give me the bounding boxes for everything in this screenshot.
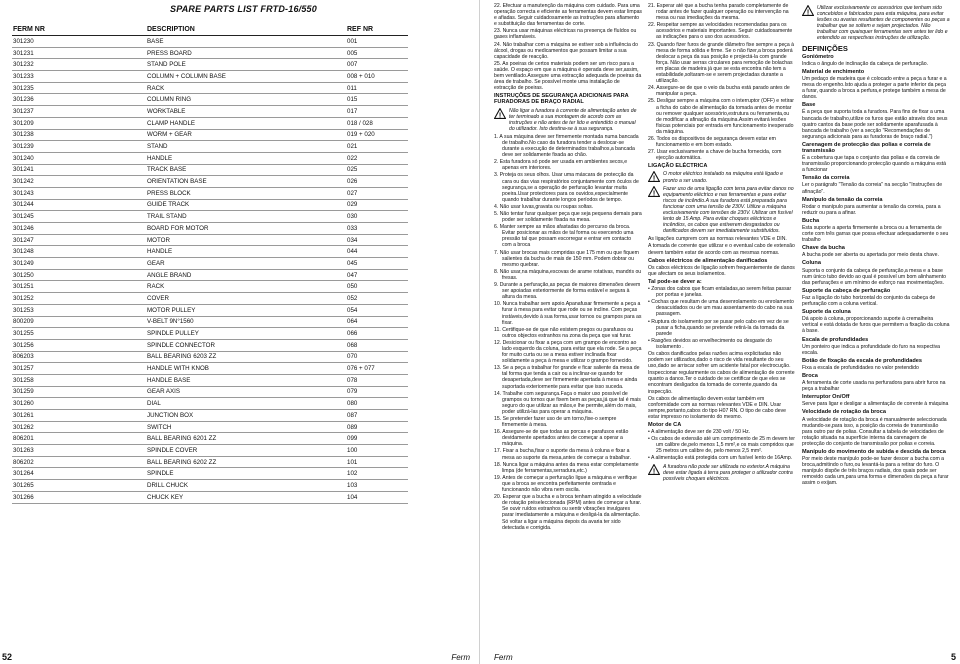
cell-description: WORM + GEAR <box>146 129 346 141</box>
cell-description: JUNCTION BOX <box>146 410 346 422</box>
warning-icon <box>648 186 660 197</box>
list-item: 15. Se pretender fazer uso de um torno,fixe-o sempre firmemente à mesa. <box>494 416 617 429</box>
cell-ref-nr: 052 <box>346 293 408 305</box>
cell-ref-nr: 099 <box>346 433 408 445</box>
paragraph: 23. Nunca usar máquinas eléctricas na presença de fluídos ou gases inflamáveis. <box>494 28 637 41</box>
cell-description: V-BELT 9N°1560 <box>146 316 346 328</box>
warning-text: A furadora não pode ser utilizada no exterior.A máquina deve estar ligada à terra para proteger o utilizador contra possíveis choques eléctricos. <box>663 463 793 482</box>
cell-ref-nr: 103 <box>346 480 408 492</box>
section-heading: LIGAÇÃO ELÉCTRICA <box>648 163 708 170</box>
cell-ref-nr: 044 <box>346 246 408 258</box>
cell-ref-nr: 045 <box>346 258 408 270</box>
cell-ref-nr: 047 <box>346 269 408 281</box>
cell-description: STAND <box>146 141 346 153</box>
cell-ferm-nr: 301237 <box>12 106 146 118</box>
cell-ferm-nr: 301258 <box>12 374 146 386</box>
cell-ferm-nr: 301262 <box>12 421 146 433</box>
cell-ref-nr: 080 <box>346 398 408 410</box>
cell-description: SPINDLE COVER <box>146 445 346 457</box>
warning-text: Utilizar exclusivamente os acessórios que tenham sido concebidos e fabricados para esta máquina, para evitar lesões ou avarias resultantes de componentes ou peças a trabalhar que se soltem e sejam projectados. Não trabalhar com quaisquer ferramentas sem antes ter lido e entendido as respectivas instruções de utilização. <box>817 5 950 42</box>
section-heading: Broca <box>802 372 818 379</box>
list-item: 3. Proteja os seus olhos. Usar uma máscara de protecção da cara ou das vias respiratórios conjuntamente com óculos de segurança,se a operação de perfuração levantar muita poeira.Usar protectores para os ouvidos,especialmente quando trabalhar durante longos períodos de tempo. <box>494 172 639 203</box>
cell-description: MOTOR <box>146 234 346 246</box>
table-row <box>12 234 408 246</box>
cell-ferm-nr: 800209 <box>12 316 146 328</box>
cell-description: HANDLE <box>146 152 346 164</box>
list-item: • Ruptura do isolamento por se puxar pelo cabo em vez de se puxar a ficha,quando se pretende retirá-la da tomada da parede <box>648 318 789 337</box>
cell-ref-nr: 015 <box>346 94 408 106</box>
cell-ferm-nr: 301255 <box>12 328 146 340</box>
cell-ferm-nr: 301239 <box>12 141 146 153</box>
text-column-1 <box>494 3 642 532</box>
svg-text:!: ! <box>652 467 656 475</box>
table-row <box>12 82 408 94</box>
paragraph: A velocidade de rotação da broca é manualmente seleccionada mudando-se,para isso, a posição da correia de transmissão para outro par de polias. Consultar a tabela de velocidades de rotação situada na superfície interna da carenagem de protecção do conjunto de transmissão por polias e correia. <box>802 416 947 447</box>
cell-ref-nr: 076 + 077 <box>346 363 408 375</box>
cell-description: SPINDLE <box>146 468 346 480</box>
table-row <box>12 117 408 129</box>
table-row <box>12 141 408 153</box>
paragraph: Por meio deste manípulo pode-se fazer descer a bucha com a broca,admitindo o furo,ou levantá-la para a retirar do furo. O manípulo dispõe de três braços radiais, dos quais pode ser removido cada um,para uma forma e dimensões da peça a furar assim o exijam. <box>802 456 949 487</box>
table-header-row <box>12 24 408 36</box>
cell-ref-nr: 008 + 010 <box>346 71 408 83</box>
cell-description: HANDLE BASE <box>146 374 346 386</box>
cell-ref-nr: 089 <box>346 421 408 433</box>
cell-ref-nr: 030 <box>346 211 408 223</box>
cell-ref-nr: 050 <box>346 281 408 293</box>
table-row <box>12 468 408 480</box>
warning-icon <box>494 108 506 119</box>
list-item: • A alimentação deve ser de 230 volt / 50 Hz. <box>648 429 751 436</box>
paragraph: A bucha pode ser aberta ou apertada por meio desta chave. <box>802 252 939 259</box>
cell-ref-nr: 025 <box>346 164 408 176</box>
table-row <box>12 246 408 258</box>
cell-description: HANDLE WITH KNOB <box>146 363 346 375</box>
list-item: 7. Não usar brocas mais compridas que 175 mm ou que fiquem salientes da bucha de mais de 150 mm. Podem dobrar ou mesmo quebrar. <box>494 249 639 268</box>
cell-ref-nr: 100 <box>346 445 408 457</box>
list-item: 4. Não usar luvas,gravata ou roupas soltas. <box>494 203 594 210</box>
cell-ferm-nr: 301256 <box>12 339 146 351</box>
paragraph: Esta suporte a aperta firmemente a broca ou a ferramenta de corte com três garras que possa efectuar adequadamente o seu trabalho <box>802 225 949 244</box>
cell-description: BALL BEARING 6202 ZZ <box>146 456 346 468</box>
list-item: 25. Desligar sempre a máquina com o interruptor (OFF) e retirar a ficha do cabo de alimentação da tomada antes de montar ou remover qualquer acessório,estrutura ou ferramenta,ou de modificar a afinação da máquina.Assim evitará lesões físicas potenciais por entrada em funcionamento inesperado da máquina. <box>648 98 794 135</box>
cell-ferm-nr: 301243 <box>12 187 146 199</box>
table-row <box>12 421 408 433</box>
cell-ferm-nr: 301248 <box>12 246 146 258</box>
list-item: 14. Trabalhe com segurança.Faça o maior uso possível de grampos ou tornos que fixem bem as peças,já que tal é mais seguro do que utilizar as mãos,e lhe permite,além do mais, poder utilizá-las para operar a máquina. <box>494 390 641 415</box>
right-footer <box>482 647 960 662</box>
section-heading: Suporte da cabeça de perfuração <box>802 287 891 294</box>
section-heading: Goniómetro <box>802 53 834 60</box>
cell-ref-nr: 104 <box>346 491 408 503</box>
table-row <box>12 258 408 270</box>
left-footer <box>0 647 478 662</box>
section-heading: Tal pode-se dever a: <box>648 278 702 285</box>
cell-ferm-nr: 806201 <box>12 433 146 445</box>
header-description: DESCRIPTION <box>146 24 346 36</box>
cell-ref-nr: 034 <box>346 234 408 246</box>
cell-description: STAND POLE <box>146 59 346 71</box>
cell-ref-nr: 054 <box>346 304 408 316</box>
list-item: 17. Fixar a bucha,fixar o suporte da mesa à coluna e fixar a mesa ao suporte da mesa,antes de começar a trabalhar. <box>494 448 631 461</box>
cell-ref-nr: 001 <box>346 36 408 48</box>
warning-icon <box>648 464 660 475</box>
cell-ref-nr: 021 <box>346 141 408 153</box>
header-ferm-nr: FERM NR <box>12 24 146 36</box>
paragraph: A tomada de corrente que utilizar e o eventual cabo de extensão devem também estar de acordo com as mesmas normas. <box>648 243 795 256</box>
section-heading: Manípulo da tensão da correia <box>802 196 883 203</box>
cell-ref-nr: 007 <box>346 59 408 71</box>
paragraph: Fixa a escala de profundidades no valor pretendido <box>802 364 919 371</box>
paragraph: 24. Não trabalhar com a máquina se estiver sob a influência do álcool, drogas ou medicamentos que possam limitar a sua capacidade de reacção. <box>494 41 639 60</box>
table-row <box>12 36 408 48</box>
cell-ref-nr: 068 <box>346 339 408 351</box>
brand-name: Ferm <box>494 653 513 662</box>
section-heading: Carenagem de protecção das polias e correia de transmissão <box>802 141 931 154</box>
cell-description: COVER <box>146 293 346 305</box>
table-row <box>12 316 408 328</box>
list-item: 19. Antes de começar a perfuração ligue a máquina e verifique que a broca se encontra perfeitamente centrada e funcionando não vibra nem oscila. <box>494 474 637 494</box>
cell-description: GEAR <box>146 258 346 270</box>
text-column-3 <box>802 3 950 488</box>
table-row <box>12 129 408 141</box>
section-heading: Chave da bucha <box>802 245 845 252</box>
spare-parts-table <box>12 24 408 504</box>
paragraph: Serve para ligar e desligar a alimentação de corrente à máquina <box>802 401 949 408</box>
warning-text: O motor eléctrico instalado na máquina está ligado e pronto a ser usado. <box>663 171 784 184</box>
cell-description: COLUMN + COLUMN BASE <box>146 71 346 83</box>
cell-description: BALL BEARING 6203 ZZ <box>146 351 346 363</box>
cell-description: SPINDLE PULLEY <box>146 328 346 340</box>
list-item: 12. Desicionar ou fixar a peça com um grampo de encontro ao lado esquerdo da coluna, para evitar que ela rode. Se a peça for muito curta ou se a mesa estiver inclinada fixar solidamente a peça à mesa e utilizar o grampo fornecido. <box>494 339 642 365</box>
table-row <box>12 351 408 363</box>
paragraph: 22. Efectuar a manutenção da máquina com cuidado. Para uma operação correcta e eficiente as ferramentas devem estar limpas e afiadas. Seguir cuidadosamente as instruções para afiamento e substituição das ferramentas de corte. <box>494 3 643 28</box>
list-item: 2. Esta furadora só pode ser usada em ambientes secos,e apenas em interiores. <box>494 159 628 172</box>
cell-ref-nr: 087 <box>346 410 408 422</box>
cell-description: TRAIL STAND <box>146 211 346 223</box>
cell-ref-nr: 017 <box>346 106 408 118</box>
cell-description: BASE <box>146 36 346 48</box>
cell-ferm-nr: 301249 <box>12 258 146 270</box>
list-item: 8. Não usar,na máquina,escovas de arame rotativas, mandris ou fresas. <box>494 268 642 281</box>
list-item: 1. A sua máquina deve ser firmemente montada numa bancada de trabalho.No caso da furadora tender a deslocar-se durante a execução de determinados trabalhos,a bancada deve ser solidamente fixada ao chão. <box>494 133 639 159</box>
warning-note <box>648 171 796 183</box>
cell-description: CLAMP HANDLE <box>146 117 346 129</box>
cell-ref-nr: 078 <box>346 374 408 386</box>
cell-description: DRILL CHUCK <box>146 480 346 492</box>
cell-ref-nr: 027 <box>346 187 408 199</box>
warning-note <box>648 464 796 482</box>
cell-description: PRESS BOARD <box>146 47 346 59</box>
cell-description: BALL BEARING 6201 ZZ <box>146 433 346 445</box>
cell-ferm-nr: 301250 <box>12 269 146 281</box>
cell-ferm-nr: 301251 <box>12 281 146 293</box>
cell-ferm-nr: 301233 <box>12 71 146 83</box>
cell-description: GEAR AXIS <box>146 386 346 398</box>
table-row <box>12 491 408 503</box>
cell-ref-nr: 005 <box>346 47 408 59</box>
table-row <box>12 410 408 422</box>
cell-description: CHUCK KEY <box>146 491 346 503</box>
header-ref-nr: REF NR <box>346 24 408 36</box>
cell-ferm-nr: 301235 <box>12 82 146 94</box>
svg-text:!: ! <box>806 9 810 16</box>
section-heading: Bucha <box>802 217 820 224</box>
cell-ferm-nr: 301247 <box>12 234 146 246</box>
warning-text: Não ligar a furadora à corrente de alimentação antes de ter terminado a sua montagem de acordo com as instruções e não antes de ter lido e entendido o manual do utilizador. Isto destina-se à sua segurança. <box>509 107 637 132</box>
section-heading: DEFINIÇÕES <box>802 43 848 53</box>
cell-ferm-nr: 301266 <box>12 491 146 503</box>
cell-ref-nr: 102 <box>346 468 408 480</box>
cell-ferm-nr: 806203 <box>12 351 146 363</box>
table-row <box>12 386 408 398</box>
cell-ferm-nr: 301245 <box>12 211 146 223</box>
cell-ferm-nr: 301253 <box>12 304 146 316</box>
cell-ferm-nr: 301240 <box>12 152 146 164</box>
list-item: 20. Esperar que a bucha e a broca tenham atingido a velocidade de rotação préseleccionada (RPM) antes de começar a furar. Se ouvir ruídos estranhos ou sentir vibrações invulgares parar imediatamente a máquina e desligá-la da alimentação. Só voltar a ligar a máquina depois da avaria ter sido detectada e corrigida. <box>494 494 642 531</box>
section-heading: Botão de fixação da escala de profundidades <box>802 357 922 364</box>
cell-description: HANDLE <box>146 246 346 258</box>
paragraph: Suporta o conjunto da cabeça de perfuração,a mesa e a base num único tubo devido ao qual é possível um bom alinhamento das perfurações e um mínimo de esforço nas movimentações. <box>802 267 947 286</box>
table-row <box>12 211 408 223</box>
right-page <box>482 0 960 664</box>
section-heading: Material de enchimento <box>802 68 865 75</box>
table-row <box>12 106 408 118</box>
cell-ref-nr: 029 <box>346 199 408 211</box>
cell-description: PRESS BLOCK <box>146 187 346 199</box>
paragraph: Rodar o manípulo para aumentar a tensão da correia, para a reduzir ou para a afinar. <box>802 203 941 216</box>
paragraph: As ligações cumprem com as normas relevantes VDE e DIN. <box>648 236 787 243</box>
list-item: 26. Todos os dispositivos de segurança devem estar em funcionamento e em bom estado. <box>648 135 776 149</box>
paragraph: Os cabos de alimentação devem estar também em conformidade com as normas relevantes VDE e DIN. Usar sempre,portanto,cabos do tipo H07 RN. O tipo de cabo deve estar impresso no isolamento do mesmo. <box>648 395 787 420</box>
list-item: 11. Certifique-se de que não existem pregos ou parafusos ou outros objectos estranhos na zona da peça que vai furar. <box>494 326 634 339</box>
section-heading: Base <box>802 102 816 109</box>
text-column-2 <box>648 3 796 484</box>
cell-ref-nr: 079 <box>346 386 408 398</box>
cell-ferm-nr: 301238 <box>12 129 146 141</box>
list-item: 6. Manter sempre as mãos afastadas do percurso da broca. Evitar posicionar as mãos de tal forma ou exercendo uma pressão tal que possam escorregar e entrar em contacto com a broca <box>494 224 634 249</box>
cell-ferm-nr: 301242 <box>12 176 146 188</box>
list-item: 13. Se a peça a trabalhar for grande e ficar saliente da mesa de tal forma que tenda a cair ou a inclinar-se quando for desapertada,deve ser firmemente apertada à mesa e ainda suportada exteriormente para evitar que isso suceda. <box>494 365 640 390</box>
paragraph: É a peça que suporta toda a furadora. Para fins de fixar a uma bancada de trabalho,utilize os furos que estão através dos seus quatro cantos da base pode ser solidamente aparafusada à bancada de trabalho (ver a secção "Recomendações de segurança adicionais para as furadoras de braço radial.") <box>802 109 948 140</box>
cell-ref-nr: 064 <box>346 316 408 328</box>
cell-ref-nr: 066 <box>346 328 408 340</box>
list-item: 9. Durante a perfuração,as peças de maiores dimensões devem ser apoiadas exteriormente de forma estável e segura à altura da mesa. <box>494 282 641 301</box>
paragraph: Indica o ângulo de inclinação da cabeça de perfuração. <box>802 60 929 67</box>
cell-ref-nr: 018 / 028 <box>346 117 408 129</box>
list-item: 5. Não tentar furar qualquer peça que seja pequena demais para poder ser solidamente fixada na mesa. <box>494 211 642 224</box>
list-item: • A alimentação está protegida com um fusível lento de 16Amp. <box>648 455 793 462</box>
cell-description: BOARD FOR MOTOR <box>146 223 346 235</box>
table-row <box>12 398 408 410</box>
paragraph: Faz a ligação do tubo horizontal do conjunto da cabeça de perfuração com a coluna vertical. <box>802 294 936 308</box>
table-row <box>12 94 408 106</box>
list-item: 24. Assegure-se de que o veio da bucha está parado antes de manipular a peça. <box>648 85 790 98</box>
section-heading: Tensão da correia <box>802 175 850 182</box>
table-row <box>12 187 408 199</box>
cell-description: SPINDLE CONNECTOR <box>146 339 346 351</box>
cell-ref-nr: 033 <box>346 223 408 235</box>
list-item: 21. Esperar até que a bucha tenha parado completamente de rodar antes de fazer qualquer operação ou intervenção na mesa ou nas imediações da mesma. <box>648 3 789 22</box>
cell-ferm-nr: 301257 <box>12 363 146 375</box>
warning-icon <box>802 5 814 16</box>
paragraph: Um pedaço de madeira que é colocado entre a peça a furar e a mesa do engenho.Isto ajuda a proteger a parte inferior da peça a furar, quando a broca a perfura,e protege também a mesa de danos. <box>802 75 947 101</box>
paragraph: Inspeccionar regularmente os cabos de alimentação de corrente quanto a danos.Ter o cuidado de se certificar de que eles se encontram desligados da tomada de corrente,quando da inspecção. <box>648 370 795 395</box>
paragraph: Os cabos danificados pelas razões acima explicitadas não podem ser utilizados,dado o risco de vida resultante do seu uso,dado se arriscar sofrer um acidente fatal por electrocução. <box>648 350 791 370</box>
section-heading: Interruptor On/Off <box>802 394 850 401</box>
cell-description: DIAL <box>146 398 346 410</box>
list-item: • Cochas que resultam de uma desenrolamento ou enrolamento desacuidados ou de um mau assentamento do cabo na sua passagem. <box>648 299 794 318</box>
warning-note <box>494 108 642 132</box>
cell-ferm-nr: 301246 <box>12 223 146 235</box>
cell-ferm-nr: 301230 <box>12 36 146 48</box>
cell-ferm-nr: 301265 <box>12 480 146 492</box>
paragraph: 25. As poeiras de certos materiais podem ser um risco para a saúde. O espaço em que a máquina é operada deve ser,assim, bem ventilado.Assegure uma extracção adequada de poeiras da área de trabalho. Se possível monte uma instalação de extracção de poeiras. <box>494 60 642 92</box>
cell-ref-nr: 019 + 020 <box>346 129 408 141</box>
paragraph: Dá apoio à coluna, proporcionando suporte à cremalheira vertical e está dotada de furos que permitem a fixação da coluna à base. <box>802 316 950 335</box>
table-row <box>12 281 408 293</box>
warning-icon <box>648 171 660 182</box>
paragraph: É a cobertura que tapa o conjunto das polias e da correia de transmissão proporcionando protecção quando a máquina está a funcionar <box>802 155 947 174</box>
table-row <box>12 59 408 71</box>
list-item: 22. Respeitar sempre as velocidades recomendadas para os acessórios e materiais importantes. Seguir cuidadosamente as indicações para o uso dos acessórios. <box>648 22 793 41</box>
table-row <box>12 71 408 83</box>
cell-description: SWITCH <box>146 421 346 433</box>
table-row <box>12 339 408 351</box>
warning-note <box>802 5 950 42</box>
list-item: • Rasgões devidos ao envelhecimento ou desgaste do isolamento . <box>648 337 772 350</box>
list-item: 23. Quando fizer furos de grande diâmetro fixe sempre a peça à mesa de forma sólida e firme. Se o não fizer,a broca poderá deslocar a peça da sua posição e projectá-la com grande força. Não usar serras circulares para remoção de bolachas em placas de madeira já que se esta encontra não tem a estabilidade,soltaram-se e serem projectadas durante a utilização. <box>648 41 795 85</box>
cell-ferm-nr: 301263 <box>12 445 146 457</box>
left-page <box>0 0 478 664</box>
table-row <box>12 47 408 59</box>
list-item: • Zonas dos cabos que ficam entaladas,ao serem feitas passar por portas e janelas. <box>648 286 792 299</box>
svg-text:!: ! <box>652 175 656 183</box>
table-row <box>12 199 408 211</box>
cell-description: COLUMN RING <box>146 94 346 106</box>
section-heading: Velocidade de rotação da broca <box>802 409 886 416</box>
svg-text:!: ! <box>498 111 502 119</box>
table-row <box>12 445 408 457</box>
paragraph: Ler o parágrafo "Tensão da correia" na secção "Instruções de afinação". <box>802 182 943 195</box>
table-row <box>12 269 408 281</box>
cell-ferm-nr: 301264 <box>12 468 146 480</box>
table-row <box>12 304 408 316</box>
table-row <box>12 152 408 164</box>
table-row <box>12 363 408 375</box>
spread-divider <box>479 0 480 664</box>
section-heading: Suporte da coluna <box>802 309 851 316</box>
list-item: 16. Assegure-se de que todas as porcas e parafusos estão devidamente apertados antes de começar a operar a máquina. <box>494 429 629 448</box>
cell-ferm-nr: 301236 <box>12 94 146 106</box>
cell-ferm-nr: 301241 <box>12 164 146 176</box>
table-row <box>12 223 408 235</box>
table-row <box>12 456 408 468</box>
section-heading: Escala de profundidades <box>802 336 869 343</box>
page-title: SPARE PARTS LIST FRTD-16/550 <box>170 4 317 14</box>
table-row <box>12 480 408 492</box>
cell-ref-nr: 026 <box>346 176 408 188</box>
table-row <box>12 176 408 188</box>
cell-description: RACK <box>146 281 346 293</box>
cell-ref-nr: 101 <box>346 456 408 468</box>
cell-ref-nr: 011 <box>346 82 408 94</box>
list-item: 27. Usar exclusivamente a chave de bucha fornecida, com ejecção automática. <box>648 149 782 162</box>
section-heading: Motor de CA <box>648 422 682 428</box>
page-number: 52 <box>2 652 13 662</box>
paragraph: Um ponteiro que indica a profundidade do furo na respectiva escala. <box>802 343 941 356</box>
section-heading: Manípulo do movimento de subida e descida da broca <box>802 449 946 455</box>
cell-description: TRACK BASE <box>146 164 346 176</box>
list-item: 10. Nunca trabalhar sem apoio.Apanafusar firmemente a peça a furar à mesa para evitar que rode ou se incline. Com peças instáveis,devido à sua forma,usar tornos ou grampos para as fixar. <box>494 301 642 326</box>
cell-ferm-nr: 301231 <box>12 47 146 59</box>
cell-ferm-nr: 301209 <box>12 117 146 129</box>
cell-ferm-nr: 301232 <box>12 59 146 71</box>
cell-description: RACK <box>146 82 346 94</box>
warning-note <box>648 186 796 235</box>
table-row <box>12 433 408 445</box>
cell-ferm-nr: 806202 <box>12 456 146 468</box>
cell-description: WORKTABLE <box>146 106 346 118</box>
paragraph: Os cabos eléctricos de ligação sofrem frequentemente de danos que afectam os seus isolamentos. <box>648 264 795 277</box>
cell-description: ORIENTATION BASE <box>146 176 346 188</box>
list-item: 18. Nunca ligar a máquina antes da mesa estar completamente limpa (de ferramentas,serradura,etc.) <box>494 461 639 474</box>
cell-ferm-nr: 301260 <box>12 398 146 410</box>
cell-ref-nr: 022 <box>346 152 408 164</box>
cell-description: MOTOR PULLEY <box>146 304 346 316</box>
warning-text: Fazer uso de uma ligação com terra para evitar danos no equipamento eléctrico e nas ferramentas e para evitar riscos de incêndio.A sua furadora está preparada para funcionar com uma tensão de 230V. Utilize a máquina exclusivamente com tensões de 230V. Utilizar um fusível lento de 15 Amp. Para evitar choques eléctricos e incêndios, os cabos que estiverem desgastados ou danificados devem ser imediatamente substituídos. <box>663 185 794 235</box>
cell-description: ANGLE BRAND <box>146 269 346 281</box>
table-row <box>12 293 408 305</box>
section-heading: Coluna <box>802 260 821 267</box>
cell-ref-nr: 070 <box>346 351 408 363</box>
table-row <box>12 374 408 386</box>
table-row <box>12 328 408 340</box>
section-heading: Cabos eléctricos de alimentação danificados <box>648 257 768 264</box>
section-heading: INSTRUÇÕES DE SEGURANÇA ADICIONAIS PARA FURADORAS DE BRAÇO RADIAL <box>494 93 629 106</box>
table-row <box>12 164 408 176</box>
paragraph: A ferramenta de corte usada na perfuradora para abrir furos na peça a trabalhar <box>802 380 946 393</box>
cell-ferm-nr: 301261 <box>12 410 146 422</box>
cell-description: GUIDE TRACK <box>146 199 346 211</box>
cell-ferm-nr: 301259 <box>12 386 146 398</box>
cell-ferm-nr: 301252 <box>12 293 146 305</box>
list-item: • Os cabos de extensão até um comprimento de 25 m devem ter um calibre de,pelo menos 1,5 mm²,e os mais compridos que 25 metros um calibre de, pelo menos 2,5 mm². <box>648 436 795 455</box>
cell-ferm-nr: 301244 <box>12 199 146 211</box>
brand-name: Ferm <box>451 653 470 662</box>
svg-text:!: ! <box>652 189 656 197</box>
page-number: 5 <box>950 652 956 662</box>
